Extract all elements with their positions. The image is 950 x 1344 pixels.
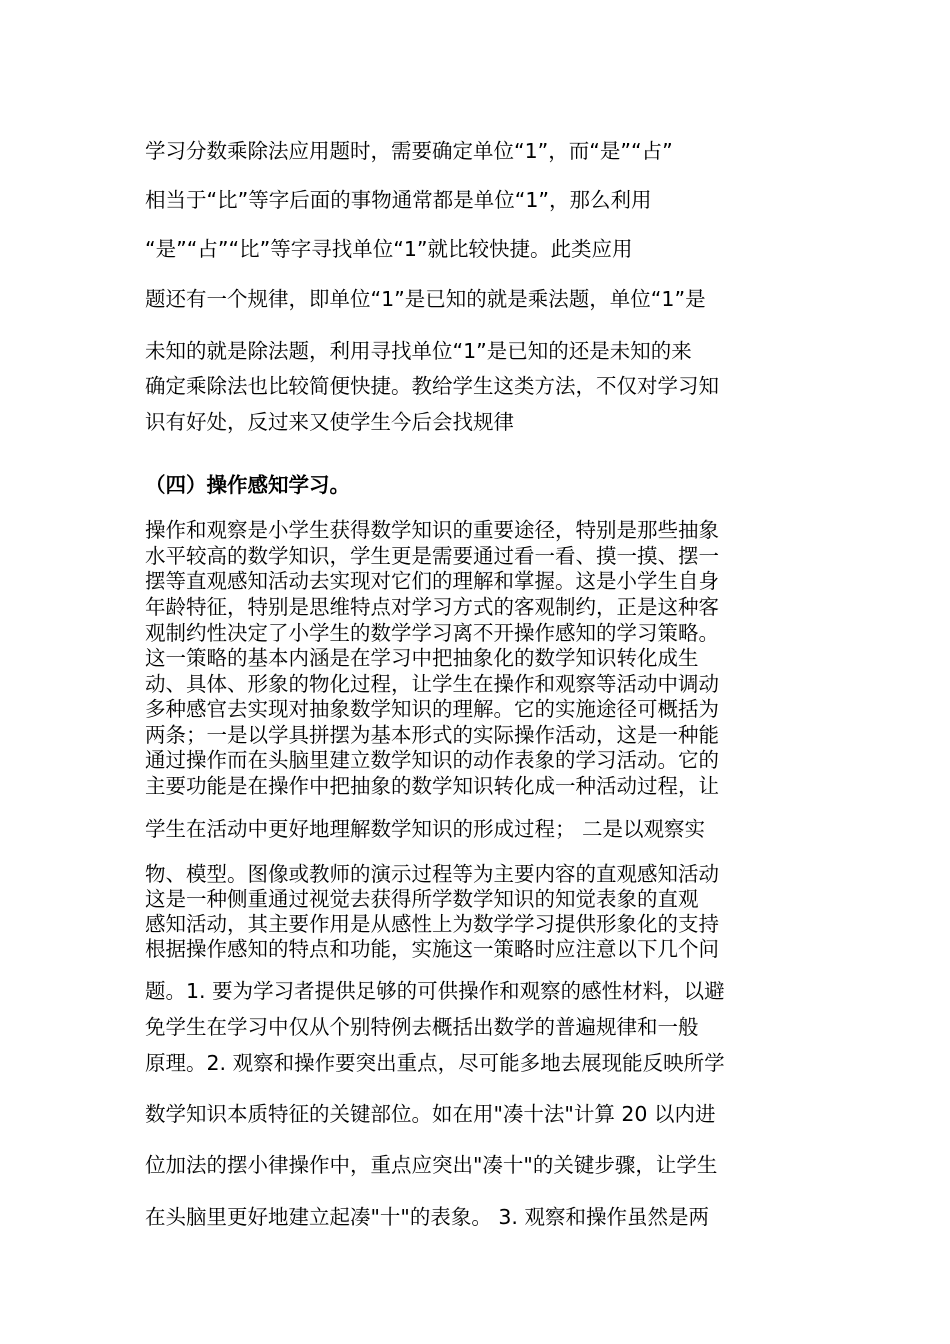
text-line: 两条；一是以学具拼摆为基本形式的实际操作活动，这是一种能	[145, 723, 719, 747]
text-line: 学习分数乘除法应用题时，需要确定单位“1”，而“是”“占”	[145, 139, 673, 163]
text-line: 学生在活动中更好地理解数学知识的形成过程； 二是以观察实	[145, 817, 706, 841]
text-line: 识有好处，反过来又使学生今后会找规律	[145, 410, 514, 434]
text-line: 未知的就是除法题，利用寻找单位“1”是已知的还是未知的来	[145, 339, 692, 363]
text-line: 水平较高的数学知识，学生更是需要通过看一看、摸一摸、摆一	[145, 544, 719, 568]
text-line: 相当于“比”等字后面的事物通常都是单位“1”，那么利用	[145, 188, 652, 212]
text-line: 免学生在学习中仅从个别特例去概括出数学的普遍规律和一般	[145, 1015, 699, 1039]
text-line: 题还有一个规律，即单位“1”是已知的就是乘法题，单位“1”是	[145, 287, 706, 311]
text-line: 物、模型。图像或教师的演示过程等为主要内容的直观感知活动	[145, 862, 719, 886]
text-line: 确定乘除法也比较简便快捷。教给学生这类方法，不仅对学习知	[145, 374, 719, 398]
text-line: 数学知识本质特征的关键部位。如在用"凑十法"计算 20 以内进	[145, 1102, 716, 1126]
text-line: 摆等直观感知活动去实现对它们的理解和掌握。这是小学生自身	[145, 569, 719, 593]
section-heading: （四）操作感知学习。	[145, 473, 350, 497]
text-line: 多种感官去实现对抽象数学知识的理解。它的实施途径可概括为	[145, 697, 719, 721]
text-line: 感知活动，其主要作用是从感性上为数学学习提供形象化的支持	[145, 912, 719, 936]
text-line: 题。1. 要为学习者提供足够的可供操作和观察的感性材料，以避	[145, 979, 725, 1003]
text-line: “是”“占”“比”等字寻找单位“1”就比较快捷。此类应用	[145, 237, 633, 261]
text-line: 在头脑里更好地建立起凑"十"的表象。 3. 观察和操作虽然是两	[145, 1205, 709, 1229]
text-line: 动、具体、形象的物化过程，让学生在操作和观察等活动中调动	[145, 672, 719, 696]
text-line: 这一策略的基本内涵是在学习中把抽象化的数学知识转化成生	[145, 646, 699, 670]
text-line: 操作和观察是小学生获得数学知识的重要途径，特别是那些抽象	[145, 518, 719, 542]
text-line: 位加法的摆小律操作中，重点应突出"凑十"的关键步骤，让学生	[145, 1153, 718, 1177]
text-line: 通过操作而在头脑里建立数学知识的动作表象的学习活动。它的	[145, 748, 719, 772]
text-line: 主要功能是在操作中把抽象的数学知识转化成一种活动过程，让	[145, 774, 719, 798]
text-line: 年龄特征，特别是思维特点对学习方式的客观制约，正是这种客	[145, 595, 719, 619]
text-line: 这是一种侧重通过视觉去获得所学数学知识的知觉表象的直观	[145, 887, 699, 911]
text-line: 观制约性决定了小学生的数学学习离不开操作感知的学习策略。	[145, 621, 719, 645]
text-line: 原理。2. 观察和操作要突出重点，尽可能多地去展现能反映所学	[145, 1051, 725, 1075]
text-line: 根据操作感知的特点和功能，实施这一策略时应注意以下几个问	[145, 937, 719, 961]
